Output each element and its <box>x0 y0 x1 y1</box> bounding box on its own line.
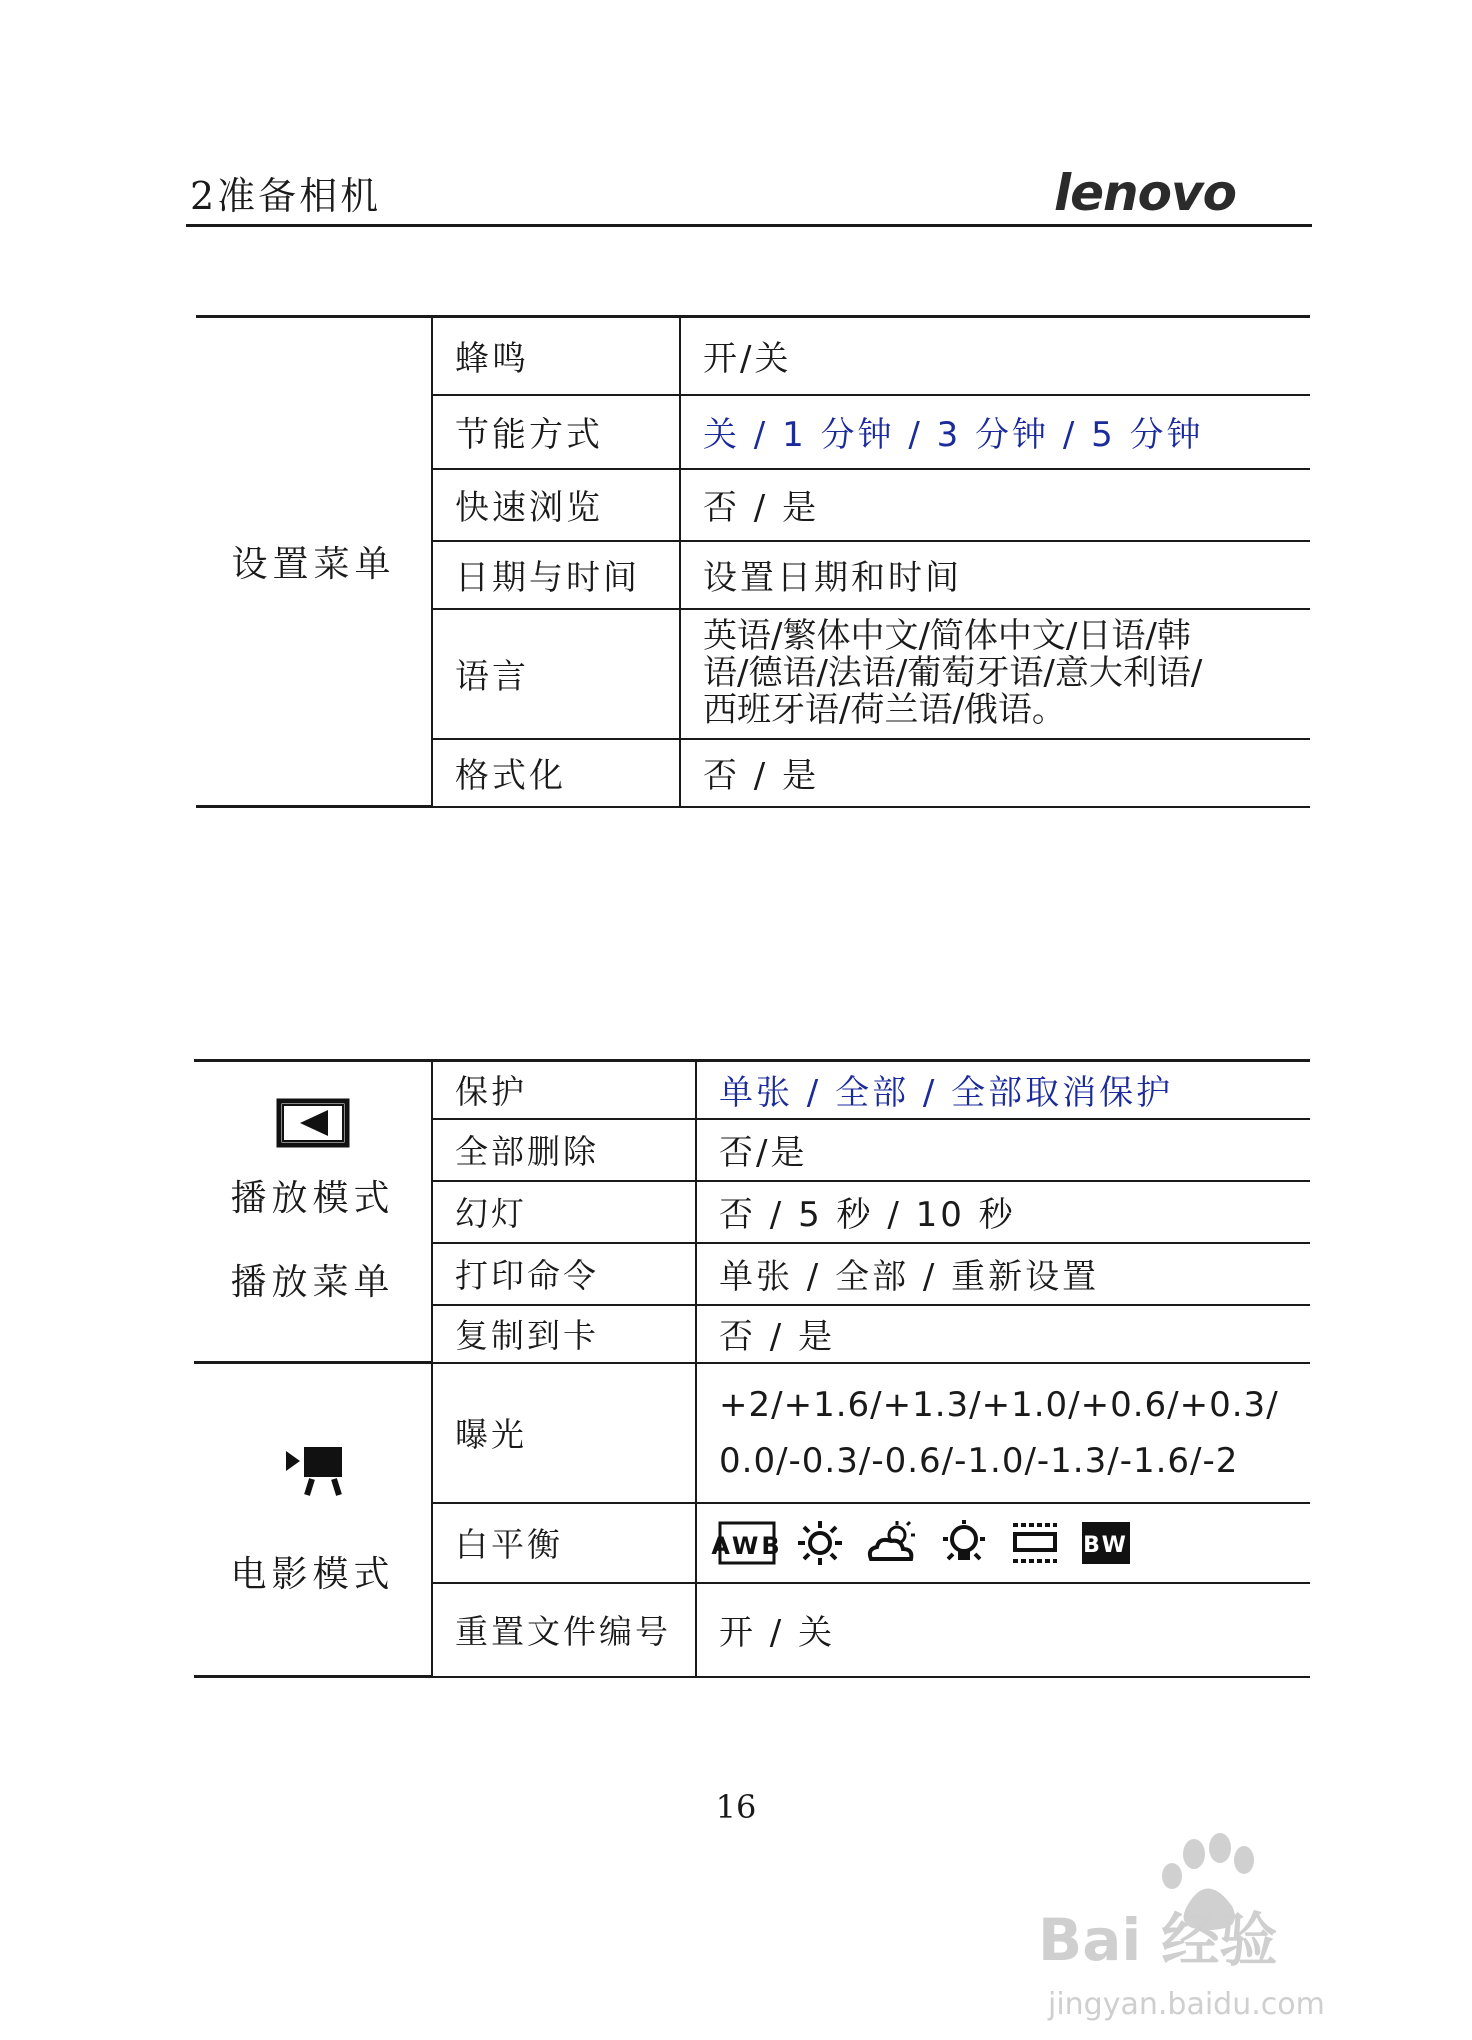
playback-menu-label: 播放菜单 <box>230 1262 395 1303</box>
option-value: 否/是 <box>696 1119 1310 1181</box>
option-label: 快速浏览 <box>432 469 680 541</box>
setup-menu-table <box>196 315 1310 808</box>
option-value: 否 / 是 <box>696 1305 1310 1363</box>
tungsten-icon <box>939 1519 989 1567</box>
header-rule <box>186 224 1312 227</box>
svg-text:BW: BW <box>1083 1532 1129 1558</box>
movie-mode-icon <box>276 1443 350 1499</box>
value-line: 0.0/-0.3/-0.6/-1.0/-1.3/-1.6/-2 <box>719 1440 1239 1481</box>
value-line: 语/德语/法语/葡萄牙语/意大利语/ <box>703 653 1203 693</box>
option-value: 开 / 关 <box>696 1583 1310 1677</box>
playback-menu-group <box>194 1061 432 1363</box>
playback-mode-label: 播放模式 <box>230 1178 395 1219</box>
option-value: 单张 / 全部 / 全部取消保护 <box>696 1061 1310 1119</box>
option-value <box>696 1503 1310 1583</box>
svg-text:lenovo: lenovo <box>1054 164 1236 222</box>
option-label: 保护 <box>432 1061 696 1119</box>
option-label: 幻灯 <box>432 1181 696 1243</box>
option-label: 重置文件编号 <box>432 1583 696 1677</box>
playback-mode-icon <box>276 1098 350 1148</box>
value-line: +2/+1.6/+1.3/+1.0/+0.6/+0.3/ <box>719 1384 1279 1425</box>
table-row <box>194 1061 1310 1119</box>
option-value: 开/关 <box>680 317 1310 395</box>
black-white-icon <box>1081 1521 1131 1565</box>
option-value: 否 / 是 <box>680 739 1310 807</box>
option-label: 白平衡 <box>432 1503 696 1583</box>
option-label: 格式化 <box>432 739 680 807</box>
svg-text:jingyan.baidu.com: jingyan.baidu.com <box>1048 1987 1325 2022</box>
option-value <box>696 1363 1310 1503</box>
movie-mode-label: 电影模式 <box>230 1553 395 1595</box>
option-label: 全部删除 <box>432 1119 696 1181</box>
option-label: 曝光 <box>432 1363 696 1503</box>
svg-text:AWB: AWB <box>711 1531 783 1560</box>
option-label: 语言 <box>432 609 680 739</box>
option-label: 复制到卡 <box>432 1305 696 1363</box>
lenovo-logo <box>1052 164 1306 224</box>
chapter-title: 2准备相机 <box>190 174 382 218</box>
playback-movie-table <box>194 1059 1310 1678</box>
page-number: 16 <box>715 1788 757 1826</box>
table-row <box>196 317 1310 395</box>
table-row <box>194 1363 1310 1503</box>
cloudy-icon <box>865 1519 919 1567</box>
value-line: 西班牙语/荷兰语/俄语。 <box>703 690 1066 730</box>
option-value: 关 / 1 分钟 / 3 分钟 / 5 分钟 <box>680 395 1310 469</box>
svg-text:Bai 经验: Bai 经验 <box>1038 1906 1278 1974</box>
setup-menu-label: 设置菜单 <box>196 317 432 807</box>
option-value: 否 / 5 秒 / 10 秒 <box>696 1181 1310 1243</box>
option-label: 打印命令 <box>432 1243 696 1305</box>
option-value: 设置日期和时间 <box>680 541 1310 609</box>
baidu-jingyan-watermark <box>1036 1818 1384 2028</box>
option-label: 日期与时间 <box>432 541 680 609</box>
option-value <box>680 609 1310 739</box>
option-value: 否 / 是 <box>680 469 1310 541</box>
option-label: 节能方式 <box>432 395 680 469</box>
movie-mode-group <box>194 1363 432 1677</box>
daylight-icon <box>795 1519 845 1567</box>
fluorescent-icon <box>1009 1520 1061 1566</box>
option-value: 单张 / 全部 / 重新设置 <box>696 1243 1310 1305</box>
option-label: 蜂鸣 <box>432 317 680 395</box>
awb-icon <box>711 1521 783 1565</box>
value-line: 英语/繁体中文/简体中文/日语/韩 <box>703 616 1191 656</box>
